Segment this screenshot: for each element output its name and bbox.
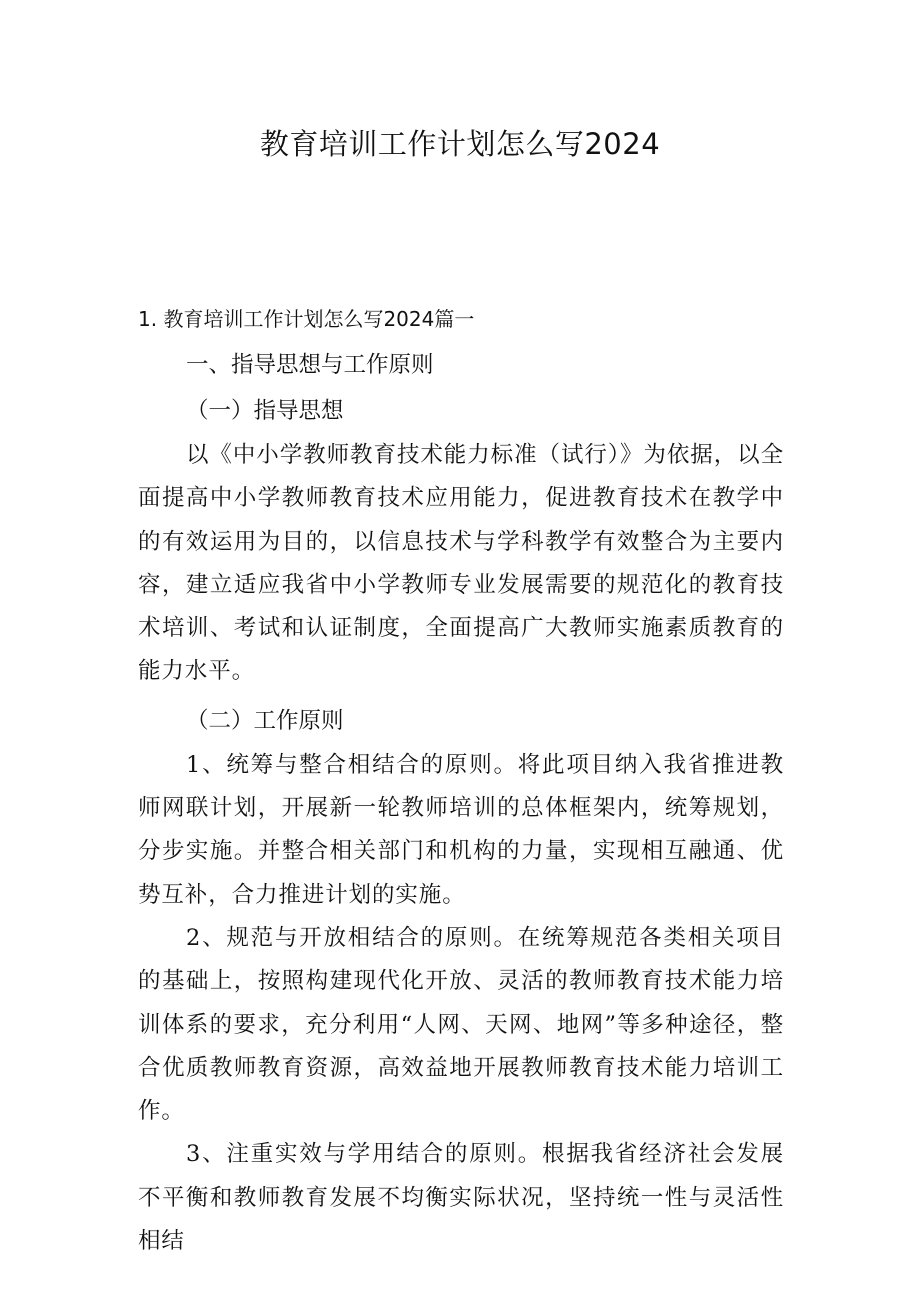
heading-guiding-thought: （一）指导思想 xyxy=(186,398,344,424)
paragraph-principle-3: 3、注重实效与学用结合的原则。根据我省经济社会发展不平衡和教师教育发展不均衡实际状况，坚持统一性与灵活性相结 xyxy=(138,1141,784,1255)
document-body xyxy=(138,296,784,1263)
section-heading: 1. 教育培训工作计划怎么写2024篇一 xyxy=(138,307,475,331)
paragraph-principle-1: 1、统筹与整合相结合的原则。将此项目纳入我省推进教师网联计划，开展新一轮教师培训的总体框架内，统筹规划，分步实施。并整合相关部门和机构的力量，实现相互融通、优势互补，合力推进计划的实施。 xyxy=(138,751,784,908)
paragraph-guiding-thought: 以《中小学教师教育技术能力标准（试行）》为依据，以全面提高中小学教师教育技术应用能力，促进教育技术在教学中的有效运用为目的，以信息技术与学科教学有效整合为主要内容，建立适应我省中小学教师专业发展需要的规范化的教育技术培训、考试和认证制度，全面提高广大教师实施素质教育的能力水平。 xyxy=(138,442,784,685)
heading-guiding-principles: 一、指导思想与工作原则 xyxy=(186,352,434,378)
document-title: 教育培训工作计划怎么写2024 xyxy=(259,127,661,161)
heading-work-principles: （二）工作原则 xyxy=(186,707,344,734)
paragraph-principle-2: 2、规范与开放相结合的原则。在统筹规范各类相关项目的基础上，按照构建现代化开放、灵活的教师教育技术能力培训体系的要求，充分利用“人网、天网、地网”等多种途径，整合优质教师教育资源，高效益地开展教师教育技术能力培训工作。 xyxy=(138,924,784,1125)
